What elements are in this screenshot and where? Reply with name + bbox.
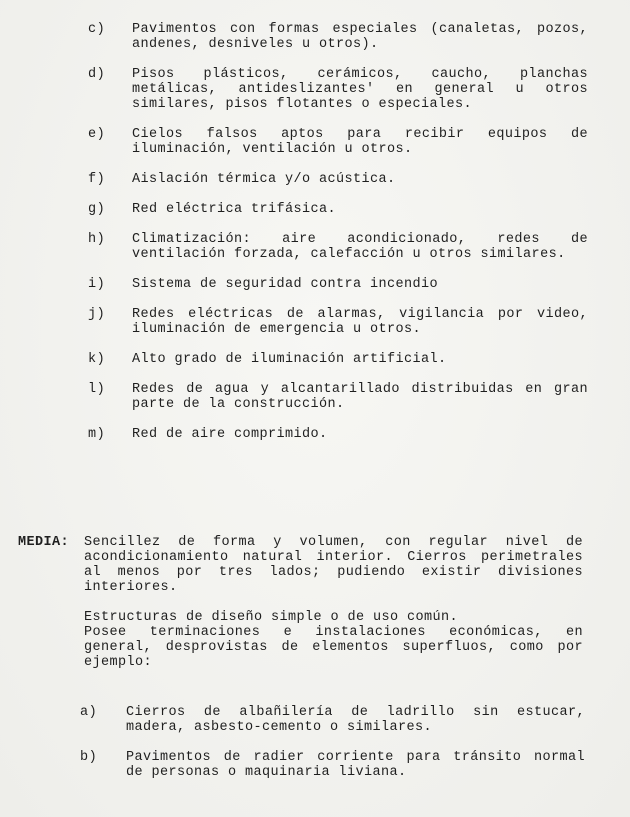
list-item <box>88 232 588 262</box>
media-section <box>18 535 583 685</box>
item-text: Aislación térmica y/o acústica. <box>132 172 396 187</box>
item-letter: b) <box>80 750 98 765</box>
item-text: Red de aire comprimido. <box>132 427 328 442</box>
item-letter: i) <box>88 277 106 292</box>
paragraph: Posee terminaciones e instalaciones económicas, en general, desprovistas de elementos superfluos, como por ejemplo: <box>84 625 583 670</box>
item-letter: k) <box>88 352 106 367</box>
media-example-list <box>80 705 585 795</box>
item-text: Redes de agua y alcantarillado distribuidas en gran parte de la construcción. <box>132 382 588 412</box>
list-item <box>88 67 588 112</box>
item-letter: e) <box>88 127 106 142</box>
list-item <box>88 202 588 217</box>
section-body <box>84 535 583 685</box>
list-item <box>88 427 588 442</box>
item-text: Sistema de seguridad contra incendio <box>132 277 439 292</box>
list-item <box>88 277 588 292</box>
item-text: Redes eléctricas de alarmas, vigilancia por video, iluminación de emergencia u otros. <box>132 307 588 337</box>
list-item <box>88 307 588 337</box>
item-letter: g) <box>88 202 106 217</box>
list-item <box>88 22 588 52</box>
item-letter: m) <box>88 427 106 442</box>
item-text: Pisos plásticos, cerámicos, caucho, planchas metálicas, antideslizantes' en general u otros similares, pisos flotantes o especiales. <box>132 67 588 112</box>
list-item <box>80 705 585 735</box>
list-item <box>80 750 585 780</box>
item-letter: d) <box>88 67 106 82</box>
list-item <box>88 127 588 157</box>
section-label: MEDIA: <box>18 535 70 550</box>
item-text: Cielos falsos aptos para recibir equipos de iluminación, ventilación u otros. <box>132 127 588 157</box>
list-item <box>88 352 588 367</box>
item-text: Pavimentos con formas especiales (canaletas, pozos, andenes, desniveles u otros). <box>132 22 588 52</box>
item-text: Red eléctrica trifásica. <box>132 202 337 217</box>
list-item <box>88 172 588 187</box>
feature-list <box>88 22 588 457</box>
list-item <box>88 382 588 412</box>
item-letter: h) <box>88 232 106 247</box>
item-letter: j) <box>88 307 106 322</box>
paragraph: Sencillez de forma y volumen, con regular nivel de acondicionamiento natural interior. Cierros perimetrales al menos por tres lados; pudiendo existir divisiones interiores. <box>84 535 583 595</box>
item-letter: c) <box>88 22 106 37</box>
item-letter: a) <box>80 705 98 720</box>
item-letter: f) <box>88 172 106 187</box>
item-text: Pavimentos de radier corriente para tránsito normal de personas o maquinaria liviana. <box>126 750 585 780</box>
item-text: Alto grado de iluminación artificial. <box>132 352 447 367</box>
paragraph: Estructuras de diseño simple o de uso común. <box>84 610 459 625</box>
item-text: Cierros de albañilería de ladrillo sin estucar, madera, asbesto-cemento o similares. <box>126 705 585 735</box>
item-text: Climatización: aire acondicionado, redes de ventilación forzada, calefacción u otros similares. <box>132 232 588 262</box>
item-letter: l) <box>88 382 106 397</box>
